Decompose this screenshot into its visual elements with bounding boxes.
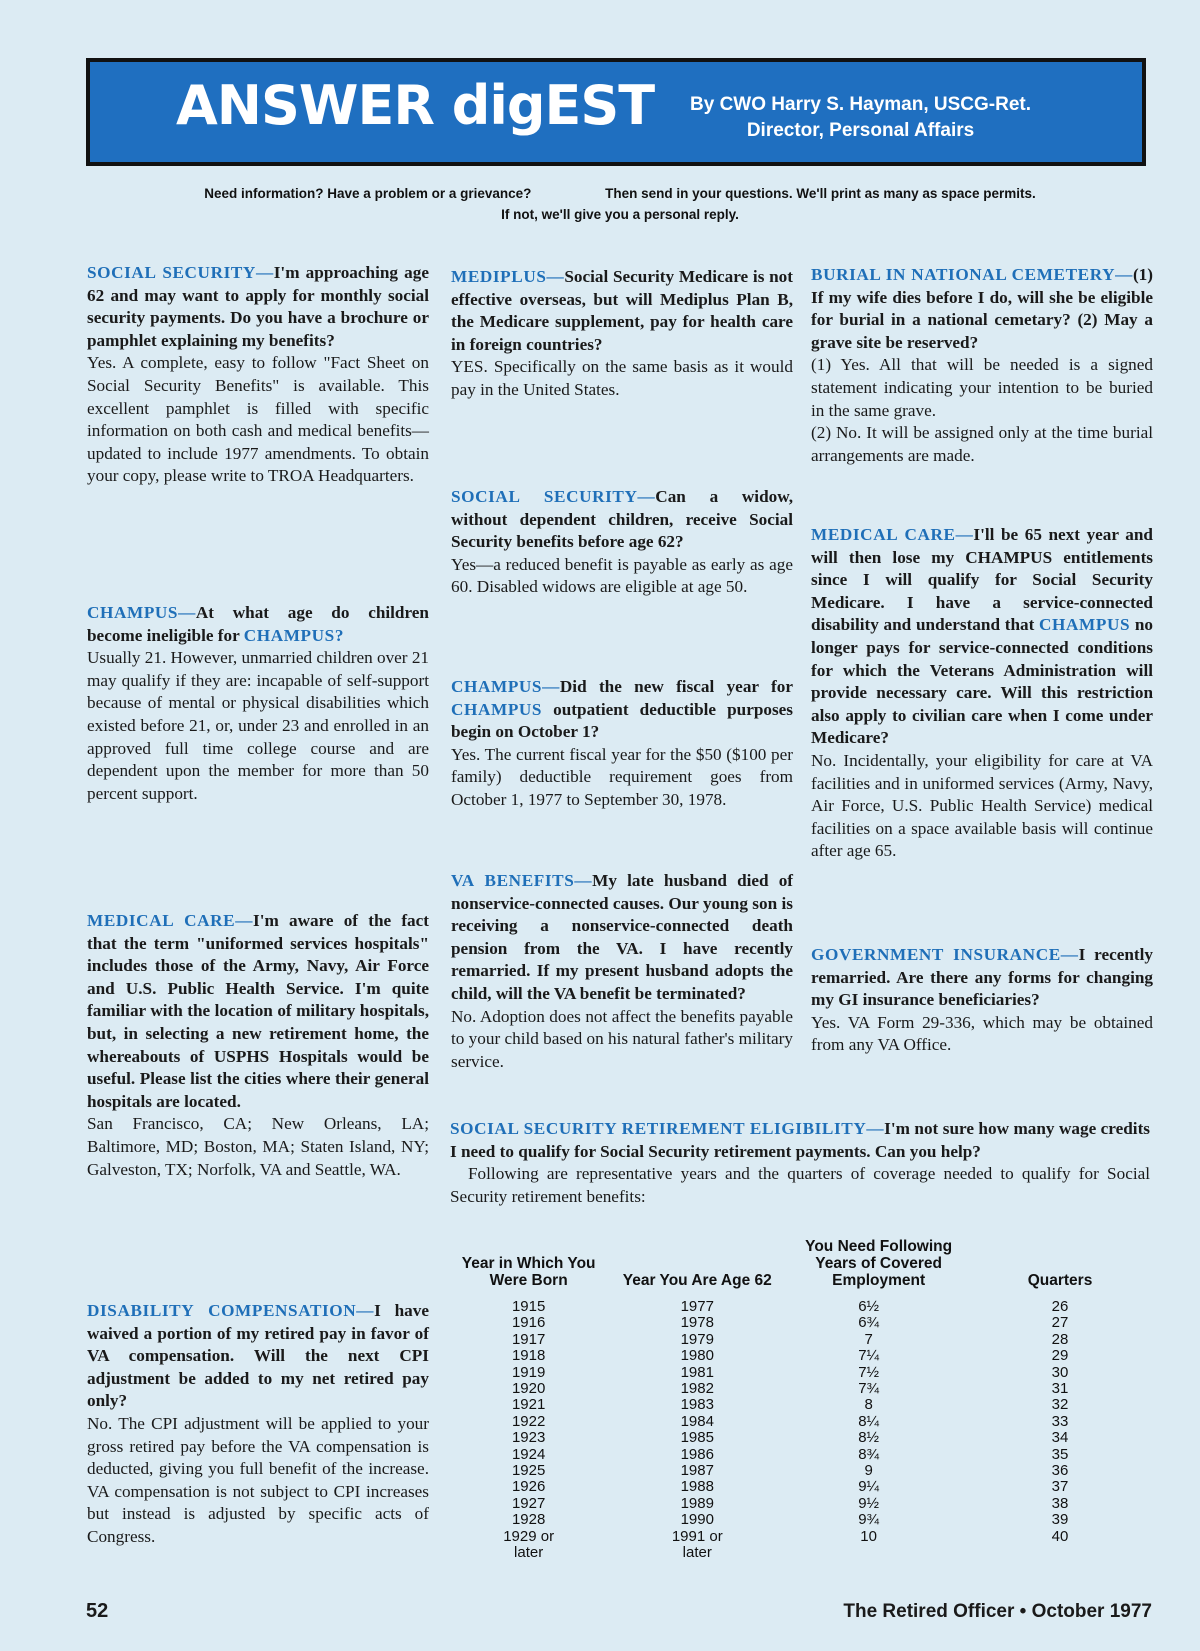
question: (1) If my wife dies before I do, will she be eligible for burial in a national cemetary? (2) May a grave site be reserved? <box>811 265 1153 352</box>
table-header-row <box>452 1238 1152 1299</box>
publication-info: The Retired Officer • October 1977 <box>843 1601 1152 1622</box>
qa-government-insurance <box>811 944 1153 1057</box>
intro-part-1: Need information? Have a problem or a grievance? <box>204 186 532 201</box>
table-cell: 7¼ <box>858 1347 880 1365</box>
table-cell: 38 <box>1051 1494 1069 1512</box>
table-cell: 33 <box>1051 1412 1069 1430</box>
topic-label: SOCIAL SECURITY— <box>451 487 656 506</box>
table-cell: 39 <box>1051 1511 1069 1529</box>
table-cell: 1928 <box>511 1511 546 1529</box>
table-cell: 1986 <box>680 1445 714 1463</box>
answer: YES. Specifically on the same basis as it would pay in the United States. <box>451 357 793 399</box>
qa-medical-care-va <box>811 524 1153 863</box>
table-cell: 26 <box>1051 1298 1069 1315</box>
topic-label: BURIAL IN NATIONAL CEMETERY— <box>811 265 1133 284</box>
topic-label: SOCIAL SECURITY RETIREMENT ELIGIBILITY— <box>450 1119 885 1138</box>
qa-champus-fiscal-year <box>451 676 793 812</box>
answer: Yes. The current fiscal year for the $50 ($100 per family) deductible requirement goes from October 1, 1977 to September 30, 1978. <box>451 744 793 809</box>
table-cell: 1924 <box>511 1445 546 1463</box>
question: I'm aware of the fact that the term "uniformed services hospitals" includes those of the Army, Navy, Air Force and U.S. Public Health Service. I'm quite familiar with the location of military hospitals, but, in selecting a new retirement home, the whereabouts of USPHS Hospitals would be useful. Please list the cities where their general hospitals are located. <box>87 911 429 1111</box>
table-row <box>452 1332 1152 1348</box>
answer: San Francisco, CA; New Orleans, LA; Baltimore, MD; Boston, MA; Staten Island, NY; Galveston, TX; Norfolk, VA and Seattle, WA. <box>87 1114 429 1179</box>
table-cell: 9¾ <box>858 1511 880 1529</box>
answer-part-2: (2) No. It will be assigned only at the time burial arrangements are made. <box>811 423 1153 465</box>
table-cell: 1984 <box>680 1412 714 1430</box>
table-row <box>452 1315 1152 1331</box>
question: I have waived a portion of my retired pay in favor of VA compensation. Will the next CPI adjustment be added to my net retired pay only? <box>87 1301 429 1411</box>
table-row <box>452 1479 1152 1495</box>
topic-label: MEDICAL CARE— <box>87 911 254 930</box>
table-cell: 1918 <box>511 1347 546 1365</box>
table-cell: 8¼ <box>858 1412 880 1430</box>
answer: No. The CPI adjustment will be applied to your gross retired pay before the VA compensation is deducted, giving you full benefit of the increase. VA compensation is not subject to CPI increases but instead is adjusted by specific acts of Congress. <box>87 1413 429 1546</box>
table-cell: 35 <box>1051 1445 1069 1463</box>
answer: Yes—a reduced benefit is payable as early as age 60. Disabled widows are eligible at age 50. <box>451 554 793 597</box>
topic-label: DISABILITY COMPENSATION— <box>87 1301 375 1320</box>
table-cell: 29 <box>1051 1347 1069 1365</box>
topic-label: MEDIPLUS— <box>451 267 565 286</box>
table-cell: 8 <box>864 1396 873 1414</box>
column-header-years-employment: You Need Following Years of Covered Employment <box>805 1238 953 1289</box>
coverage-table <box>452 1238 1152 1562</box>
topic-label: GOVERNMENT INSURANCE— <box>811 945 1079 964</box>
question: I'm not sure how many wage credits I need to qualify for Social Security retirement payments. Can you help? <box>450 1119 1150 1161</box>
table-row <box>452 1381 1152 1397</box>
table-cell: 1985 <box>680 1429 714 1447</box>
table-cell: 1987 <box>680 1462 714 1480</box>
table-cell: 1991 or later <box>671 1527 723 1562</box>
table-cell: 7¾ <box>858 1380 880 1398</box>
table-row <box>452 1463 1152 1479</box>
topic-label: SOCIAL SECURITY— <box>87 263 274 282</box>
table-cell: 30 <box>1051 1363 1069 1381</box>
column-header-quarters: Quarters <box>1027 1272 1093 1289</box>
table-cell: 10 <box>860 1527 877 1545</box>
answer: No. Incidentally, your eligibility for care at VA facilities and in uniformed services (Army, Navy, Air Force, U.S. Public Health Service) medical facilities on a space available basis will continue after age 65. <box>811 750 1153 861</box>
byline <box>690 92 1031 144</box>
table-row <box>452 1299 1152 1315</box>
qa-widow-benefits <box>451 486 793 599</box>
qa-retirement-eligibility <box>450 1118 1150 1208</box>
table-cell: 1977 <box>680 1298 714 1315</box>
topic-label: CHAMPUS— <box>451 677 560 696</box>
topic-inline: CHAMPUS? <box>243 625 345 645</box>
table-cell: 36 <box>1051 1462 1069 1480</box>
question: My late husband died of nonservice-connected causes. Our young son is receiving a nonservice-connected death pension from the VA. I have recently remarried. If my present husband adopts the child, will the VA benefit be terminated? <box>451 871 794 1003</box>
table-cell: 1919 <box>511 1363 546 1381</box>
table-row <box>452 1348 1152 1364</box>
topic-label: MEDICAL CARE— <box>811 525 974 544</box>
topic-inline: CHAMPUS <box>1039 615 1131 635</box>
table-cell: 1982 <box>680 1380 714 1398</box>
table-cell: 8¾ <box>858 1445 880 1463</box>
question: Did the new fiscal year for <box>559 677 793 696</box>
qa-va-benefits <box>451 870 793 1073</box>
answer: Usually 21. However, unmarried children over 21 may qualify if they are: incapable of self-support because of mental or physical disabilities which existed before 21, or, under 23 and enrolled in an approved full time college course and are dependent upon the member for more than 50 percent support. <box>87 648 430 803</box>
table-cell: 1917 <box>511 1330 546 1348</box>
byline-position: Director, Personal Affairs <box>746 120 975 141</box>
intro-text <box>120 183 1120 225</box>
topic-label: CHAMPUS— <box>87 603 196 622</box>
header-banner <box>86 58 1146 166</box>
qa-usphs-hospitals <box>87 910 429 1181</box>
column-title: ANSWER digEST <box>176 74 655 137</box>
question: Social Security Medicare is not effective overseas, but will Mediplus Plan B, the Medicare supplement, pay for health care in foreign countries? <box>451 267 793 354</box>
table-cell: 27 <box>1051 1314 1069 1332</box>
byline-author: By CWO Harry S. Hayman, USCG-Ret. <box>690 94 1032 115</box>
table-cell: 1989 <box>680 1494 714 1512</box>
question: I'm approaching age 62 and may want to apply for monthly social security payments. Do you have a brochure or pamphlet explaining my benefits? <box>87 263 429 350</box>
qa-champus-age <box>87 602 429 805</box>
qa-national-cemetery <box>811 264 1153 467</box>
table-cell: 1929 or later <box>503 1527 555 1562</box>
table-cell: 1926 <box>511 1478 546 1496</box>
table-cell: 32 <box>1051 1396 1069 1414</box>
answer: No. Adoption does not affect the benefits payable to your child based on his natural father's military service. <box>451 1006 793 1071</box>
topic-inline: CHAMPUS <box>451 699 543 719</box>
table-cell: 1980 <box>680 1347 714 1365</box>
table-cell: 34 <box>1051 1429 1069 1447</box>
table-cell: 1916 <box>511 1314 546 1332</box>
table-cell: 1979 <box>680 1330 714 1348</box>
table-cell: 9¼ <box>858 1478 880 1496</box>
intro-part-2: Then send in your questions. We'll print as many as space permits. <box>605 186 1036 201</box>
table-row <box>452 1414 1152 1430</box>
question-continued: no longer pays for service-connected conditions for which the Veterans Administration will provide necessary care. Will this restriction also apply to civilian care when I come under Medicare? <box>811 615 1154 748</box>
table-row <box>452 1447 1152 1463</box>
column-header-birth-year: Year in Which You Were Born <box>461 1255 596 1289</box>
table-row <box>452 1365 1152 1381</box>
qa-disability-compensation <box>87 1300 429 1549</box>
table-cell: 1923 <box>511 1429 546 1447</box>
table-cell: 1915 <box>511 1298 546 1315</box>
table-row <box>452 1496 1152 1512</box>
table-cell: 31 <box>1051 1380 1069 1398</box>
table-cell: 1925 <box>511 1462 546 1480</box>
table-row <box>452 1512 1152 1528</box>
page-number: 52 <box>86 1600 109 1622</box>
table-cell: 28 <box>1051 1330 1069 1348</box>
table-row <box>452 1529 1152 1562</box>
table-cell: 1978 <box>680 1314 714 1332</box>
table-cell: 8½ <box>858 1429 880 1447</box>
question-continued: outpatient deductible purposes begin on October 1? <box>451 699 793 742</box>
table-cell: 7 <box>864 1330 873 1348</box>
question: I'll be 65 next year and will then lose my CHAMPUS entitlements since I will qualify for Social Security Medicare. I have a service-connected disability and understand that <box>811 525 1153 635</box>
table-cell: 1922 <box>511 1412 546 1430</box>
topic-label: VA BENEFITS— <box>451 871 593 890</box>
table-cell: 1983 <box>680 1396 714 1414</box>
table-cell: 1981 <box>680 1363 714 1381</box>
table-cell: 1920 <box>511 1380 546 1398</box>
answer-part-1: (1) Yes. All that will be needed is a signed statement indicating your intention to be buried in the same grave. <box>811 355 1153 420</box>
table-cell: 1921 <box>511 1396 546 1414</box>
table-cell: 40 <box>1051 1527 1069 1545</box>
question: Can a widow, without dependent children, receive Social Security benefits before age 62? <box>451 487 793 552</box>
table-row <box>452 1430 1152 1446</box>
table-cell: 1988 <box>680 1478 714 1496</box>
question: I recently remarried. Are there any forms for changing my GI insurance beneficiaries? <box>811 945 1153 1010</box>
qa-mediplus-overseas <box>451 266 793 402</box>
table-cell: 6½ <box>858 1298 880 1315</box>
question: At what age do children become ineligible for <box>87 603 429 645</box>
table-cell: 6¾ <box>858 1314 880 1332</box>
table-cell: 1990 <box>680 1511 714 1529</box>
column-header-age-62-year: Year You Are Age 62 <box>622 1272 772 1289</box>
qa-social-security-brochure <box>87 262 429 488</box>
intro-part-3: If not, we'll give you a personal reply. <box>501 207 739 222</box>
answer: Following are representative years and the quarters of coverage needed to qualify for Social Security retirement benefits: <box>450 1164 1150 1206</box>
table-cell: 9½ <box>858 1494 880 1512</box>
answer: Yes. VA Form 29-336, which may be obtained from any VA Office. <box>811 1012 1153 1055</box>
table-cell: 9 <box>864 1462 873 1480</box>
table-cell: 37 <box>1051 1478 1069 1496</box>
table-cell: 1927 <box>511 1494 546 1512</box>
table-row <box>452 1397 1152 1413</box>
table-cell: 7½ <box>858 1363 880 1381</box>
answer: Yes. A complete, easy to follow "Fact Sheet on Social Security Benefits" is available. This excellent pamphlet is filled with specific information on both cash and medical benefits—updated to include 1977 amendments. To obtain your copy, please write to TROA Headquarters. <box>87 353 429 486</box>
